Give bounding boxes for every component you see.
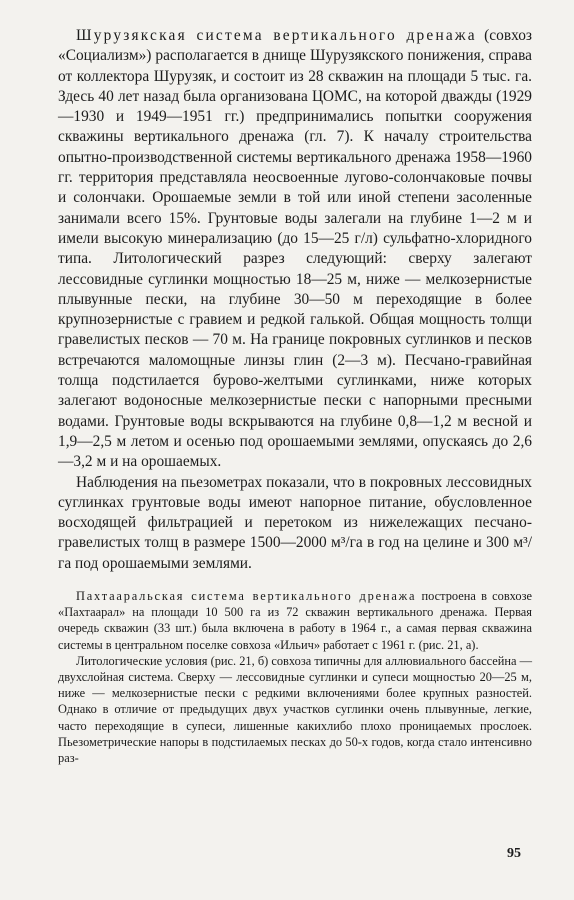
small-text-block (58, 588, 532, 766)
page-number: 95 (507, 846, 521, 861)
paragraph-lithology: Литологические условия (рис. 21, б) совхоза типичны для аллювиального бассейна — двухслойная система. Сверху — лессовидные суглинки и супеси мощностью 20—25 м, ниже — мелкозернистые пески с редкими включениями более крупных разностей. Однако в отличие от предыдущих двух участков суглинки очень плывунные, легкие, часто переходящие в супеси, лишенные какихлибо плохо проницаемых прослоек. Пьезометрические напоры в подстилаемых песках до 50-х годов, когда стало интенсивно раз- (58, 653, 532, 766)
paragraph-text: (совхоз «Социализм») располагается в днище Шурузякского понижения, справа от коллектора Шурузяк, и состоит из 28 скважин на площади 5 тыс. га. Здесь 40 лет назад была организована ЦОМС, на которой дважды (1929—1930 и 1949—1951 гг.) предпринимались попытки сооружения скважины вертикального дренажа (гл. 7). К началу строительства опытно-производственной системы вертикального дренажа 1958—1960 гг. территория представляла неосвоенные лугово-солончаковые почвы и солончаки. Орошаемые земли в той или иной степени засоленные занимали всего 15%. Грунтовые воды залегали на глубине 1—2 м и имели высокую минерализацию (до 15—25 г/л) сульфатно-хлоридного типа. Литологический разрез следующий: сверху залегают лессовидные суглинки мощностью 18—25 м, ниже — мелкозернистые плывунные пески, на глубине 30—50 м переходящие в более крупнозернистые с гравием и редкой галькой. Общая мощность толщи гравелистых песков — 70 м. На границе покровных суглинков и песков встречаются маломощные линзы глин (2—3 м). Песчано-гравийная толща подстилается бурово-желтыми суглинками, ниже которых залегают водоносные мелкозернистые пески с напорными пресными водами. Грунтовые воды вскрываются на глубине 0,8—1,2 м весной и 1,9—2,5 м летом и осенью под орошаемыми землями, опускаясь до 2,6—3,2 м и на орошаемых. (58, 27, 532, 471)
paragraph-piezometer-observations: Наблюдения на пьезометрах показали, что в покровных лессовидных суглинках грунтовые воды имеют напорное питание, обусловленное восходящей фильтрацией и перетоком из нижележащих песчано-гравелистых толщ в размере 1500—2000 м³/га в год на целине и 300 м³/га под орошаемыми землями. (58, 473, 532, 572)
section-lead-pakhtaaral: Пахтааральская система вертикального дренажа (76, 589, 417, 604)
paragraph-text: построена в совхозе «Пахтаарал» на площади 10 500 га из 72 скважин вертикального дренажа. Первая очередь скважин (33 шт.) была включена в работу в 1964 г., а самая первая скважина системы в центральном поселке совхоза «Ильич» работает с 1961 г. (рис. 21, а). (58, 589, 532, 652)
document-page (58, 26, 532, 766)
main-text-block (58, 26, 532, 574)
paragraph-shuruzyak-intro (58, 26, 532, 473)
paragraph-pakhtaaral-intro (58, 588, 532, 653)
section-lead-shuruzyak: Шурузякская система вертикального дренажа (76, 27, 477, 44)
